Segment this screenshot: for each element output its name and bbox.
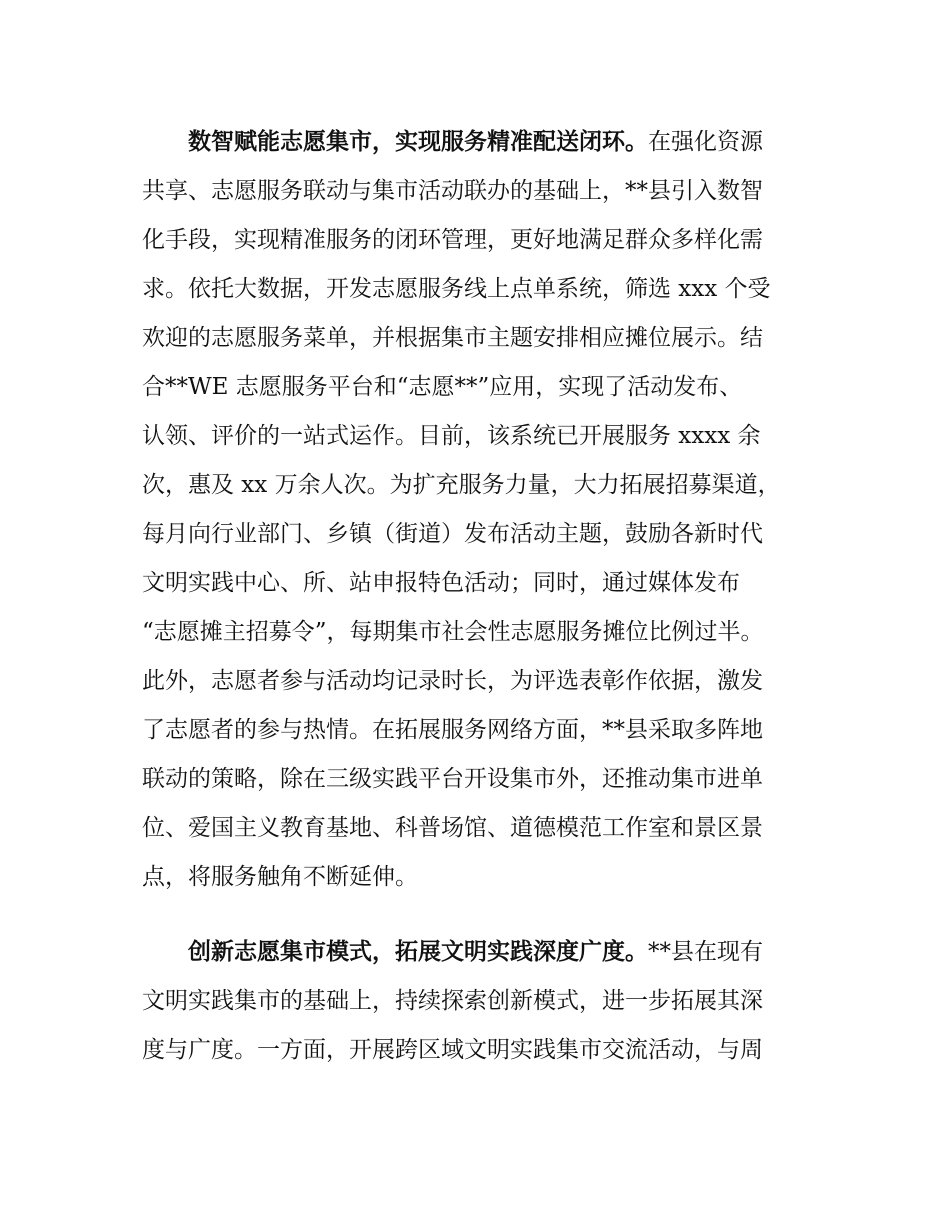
paragraph-line: “志愿摊主招募令”，每期集市社会性志愿服务摊位比例过半。 [142,619,764,645]
paragraph-innovate-market-model [142,928,812,1075]
paragraph-line: 共享、志愿服务联动与集市活动联办的基础上，**县引入数智 [142,178,763,204]
paragraph-line: 了志愿者的参与热情。在拓展服务网络方面，**县采取多阵地 [142,717,763,743]
paragraph-line: 联动的策略，除在三级实践平台开设集市外，还推动集市进单 [142,766,763,792]
paragraph-line: 每月向行业部门、乡镇（街道）发布活动主题，鼓励各新时代 [142,521,763,547]
paragraph-first-line [142,928,812,977]
paragraph-line: 位、爱国主义教育基地、科普场馆、道德模范工作室和景区景 [142,815,763,841]
paragraph-first-line [142,118,812,167]
paragraph-line: 度与广度。一方面，开展跨区域文明实践集市交流活动，与周 [142,1037,763,1063]
paragraph-line: 文明实践集市的基础上，持续探索创新模式，进一步拓展其深 [142,988,763,1014]
paragraph-line: 欢迎的志愿服务菜单，并根据集市主题安排相应摊位展示。结 [142,325,763,351]
paragraph-line: 求。依托大数据，开发志愿服务线上点单系统，筛选 xxx 个受 [142,276,771,302]
paragraph-line: 认领、评价的一站式运作。目前，该系统已开展服务 xxxx 余 [142,423,761,449]
paragraph-line: 点，将服务触角不断延伸。 [142,864,418,890]
paragraph-digital-volunteer-market [142,118,812,902]
paragraph-line: 化手段，实现精准服务的闭环管理，更好地满足群众多样化需 [142,227,763,253]
paragraph-line-text: 在强化资源 [648,129,763,155]
paragraph-line-text: **县在现有 [648,939,763,965]
paragraph-line: 文明实践中心、所、站申报特色活动；同时，通过媒体发布 [142,570,740,596]
paragraph-line: 次，惠及 xx 万余人次。为扩充服务力量，大力拓展招募渠道， [142,472,781,498]
paragraph-lead-heading: 数智赋能志愿集市，实现服务精准配送闭环。 [188,129,648,155]
paragraph-line: 此外，志愿者参与活动均记录时长，为评选表彰作依据，激发 [142,668,763,694]
paragraph-lead-heading: 创新志愿集市模式，拓展文明实践深度广度。 [188,939,648,965]
paragraph-line: 合**WE 志愿服务平台和“志愿**”应用，实现了活动发布、 [142,374,743,400]
